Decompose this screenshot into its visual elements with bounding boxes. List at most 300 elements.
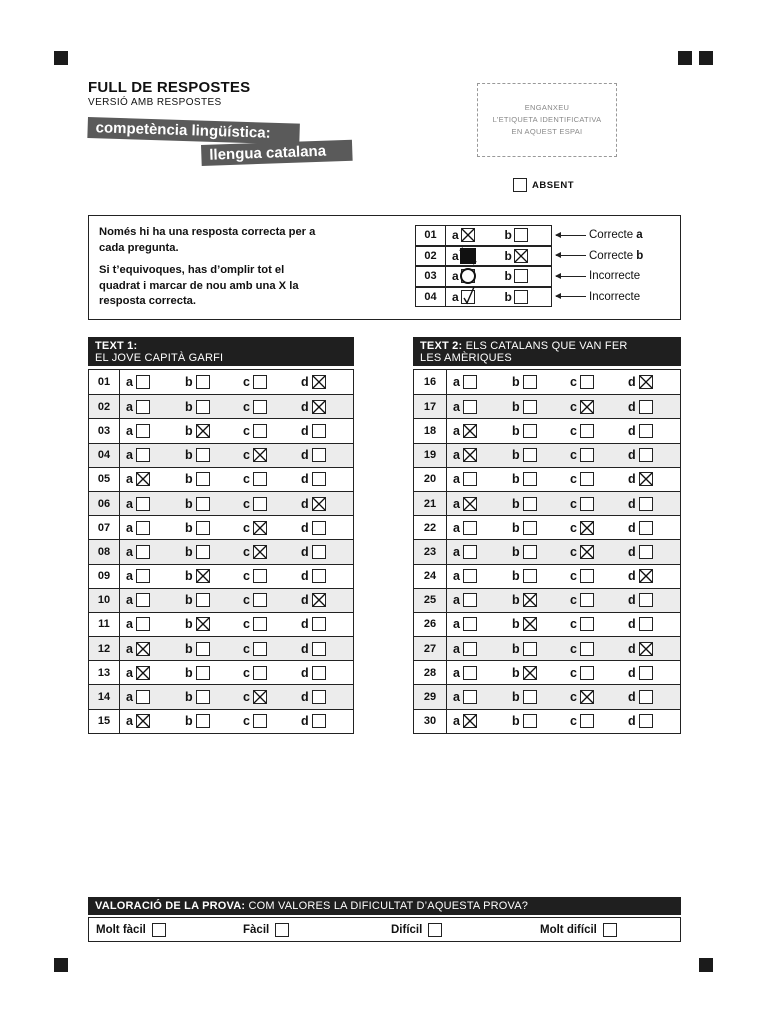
- question-options: [447, 370, 680, 394]
- answer-checkbox-a[interactable]: [463, 666, 477, 680]
- answer-checkbox-d[interactable]: [312, 497, 326, 511]
- answer-checkbox-c[interactable]: [580, 569, 594, 583]
- option-letter: d: [628, 714, 636, 729]
- answer-checkbox-c[interactable]: [580, 472, 594, 486]
- sticker-text-line2: L’ETIQUETA IDENTIFICATIVA: [492, 115, 602, 124]
- question-options: [120, 685, 353, 708]
- example-verdict-text: Incorrecte: [589, 270, 641, 283]
- option-letter: b: [185, 665, 193, 680]
- question-number: 13: [89, 661, 120, 684]
- option-letter: d: [301, 520, 309, 535]
- answer-checkbox-d[interactable]: [639, 617, 653, 631]
- option-a: [120, 593, 179, 607]
- answer-checkbox-d[interactable]: [312, 545, 326, 559]
- option-b: [506, 714, 564, 728]
- answer-checkbox-a[interactable]: [136, 497, 150, 511]
- question-options: [120, 637, 353, 660]
- option-b: [506, 690, 564, 704]
- answer-checkbox-c[interactable]: [580, 714, 594, 728]
- example-option-a: [446, 269, 499, 283]
- answer-checkbox-b[interactable]: [523, 714, 537, 728]
- answer-checkbox-d[interactable]: [312, 714, 326, 728]
- question-options: [447, 661, 680, 684]
- question-options: [447, 685, 680, 708]
- answer-checkbox-c[interactable]: [253, 472, 267, 486]
- answer-checkbox-c[interactable]: [580, 690, 594, 704]
- option-letter: a: [126, 665, 133, 680]
- answer-checkbox-c[interactable]: [580, 642, 594, 656]
- question-number: 10: [89, 589, 120, 612]
- answer-checkbox-a[interactable]: [136, 400, 150, 414]
- answer-checkbox-c[interactable]: [253, 569, 267, 583]
- example-number: 04: [415, 287, 446, 308]
- example-checkbox-b[interactable]: [514, 249, 528, 263]
- question-row: [414, 394, 680, 418]
- question-number: 03: [89, 419, 120, 442]
- option-letter: d: [301, 544, 309, 559]
- answer-checkbox-d[interactable]: [639, 690, 653, 704]
- absent-checkbox[interactable]: [513, 178, 527, 192]
- answer-checkbox-d[interactable]: [312, 424, 326, 438]
- option-c: [237, 593, 295, 607]
- answer-checkbox-b[interactable]: [196, 521, 210, 535]
- answer-checkbox-a[interactable]: [136, 690, 150, 704]
- answer-checkbox-a[interactable]: [463, 642, 477, 656]
- option-a: [447, 448, 506, 462]
- option-b: [179, 400, 237, 414]
- option-letter: a: [453, 544, 460, 559]
- question-number: 29: [414, 685, 447, 708]
- option-c: [564, 400, 622, 414]
- answer-checkbox-a[interactable]: [463, 472, 477, 486]
- x-mark-icon: [136, 714, 150, 728]
- option-d: [622, 448, 680, 462]
- answer-checkbox-b[interactable]: [523, 448, 537, 462]
- option-letter: a: [453, 714, 460, 729]
- question-number: 22: [414, 516, 447, 539]
- question-row: [414, 564, 680, 588]
- answer-checkbox-d[interactable]: [639, 448, 653, 462]
- option-d: [622, 424, 680, 438]
- option-letter: d: [628, 423, 636, 438]
- circle-mark-icon: [461, 269, 475, 283]
- option-letter: c: [243, 544, 250, 559]
- answer-checkbox-c[interactable]: [253, 448, 267, 462]
- x-mark-icon: [639, 569, 653, 583]
- option-b: [506, 569, 564, 583]
- option-letter: a: [453, 593, 460, 608]
- question-number: 20: [414, 468, 447, 491]
- option-a: [447, 400, 506, 414]
- answer-checkbox-c[interactable]: [580, 400, 594, 414]
- answer-checkbox-a[interactable]: [463, 497, 477, 511]
- answer-checkbox-d[interactable]: [639, 400, 653, 414]
- question-options: [120, 492, 353, 515]
- answer-checkbox-a[interactable]: [136, 617, 150, 631]
- option-letter: a: [126, 593, 133, 608]
- example-row: [415, 287, 643, 308]
- answer-checkbox-a[interactable]: [136, 521, 150, 535]
- answer-checkbox-a[interactable]: [136, 375, 150, 389]
- answer-checkbox-c[interactable]: [580, 521, 594, 535]
- answer-checkbox-b[interactable]: [196, 375, 210, 389]
- instructions-box: [88, 215, 681, 320]
- option-letter: b: [512, 617, 520, 632]
- answer-checkbox-b[interactable]: [523, 545, 537, 559]
- option-b: [179, 521, 237, 535]
- answer-checkbox-c[interactable]: [580, 545, 594, 559]
- answer-checkbox-b[interactable]: [196, 472, 210, 486]
- example-checkbox-b[interactable]: [514, 290, 528, 304]
- option-letter: a: [126, 423, 133, 438]
- answer-checkbox-b[interactable]: [196, 666, 210, 680]
- answer-checkbox-b[interactable]: [523, 497, 537, 511]
- question-row: [89, 394, 353, 418]
- answer-checkbox-b[interactable]: [196, 617, 210, 631]
- question-options: [447, 637, 680, 660]
- answer-checkbox-d[interactable]: [639, 545, 653, 559]
- answer-checkbox-d[interactable]: [639, 375, 653, 389]
- option-c: [564, 497, 622, 511]
- question-row: [89, 491, 353, 515]
- text1-heading: [88, 337, 354, 366]
- option-letter: a: [126, 569, 133, 584]
- example-checkbox-a[interactable]: [461, 228, 475, 242]
- example-checkbox-a[interactable]: [461, 249, 475, 263]
- answer-checkbox-b[interactable]: [523, 472, 537, 486]
- question-options: [120, 589, 353, 612]
- rating-checkbox[interactable]: [603, 923, 617, 937]
- option-letter: a: [126, 375, 133, 390]
- answer-checkbox-d[interactable]: [639, 714, 653, 728]
- option-d: [295, 714, 353, 728]
- answer-checkbox-b[interactable]: [196, 545, 210, 559]
- answer-checkbox-d[interactable]: [312, 569, 326, 583]
- answer-checkbox-d[interactable]: [639, 666, 653, 680]
- option-letter: d: [301, 690, 309, 705]
- answer-checkbox-b[interactable]: [196, 424, 210, 438]
- answer-checkbox-c[interactable]: [253, 375, 267, 389]
- x-mark-icon: [639, 375, 653, 389]
- rating-heading-label: VALORACIÓ DE LA PROVA:: [95, 900, 246, 912]
- answer-checkbox-c[interactable]: [253, 690, 267, 704]
- option-letter: c: [243, 496, 250, 511]
- option-letter: d: [628, 520, 636, 535]
- answer-checkbox-c[interactable]: [253, 642, 267, 656]
- answer-checkbox-a[interactable]: [136, 472, 150, 486]
- arrow-left-icon: [556, 255, 586, 256]
- answer-checkbox-d[interactable]: [639, 424, 653, 438]
- question-row: [414, 588, 680, 612]
- option-d: [622, 375, 680, 389]
- answer-checkbox-b[interactable]: [196, 593, 210, 607]
- question-row: [414, 636, 680, 660]
- question-row: [89, 418, 353, 442]
- answer-checkbox-d[interactable]: [639, 642, 653, 656]
- option-a: [120, 424, 179, 438]
- option-d: [622, 472, 680, 486]
- option-letter: c: [570, 375, 577, 390]
- rating-heading-question: COM VALORES LA DIFICULTAT D’AQUESTA PROVA?: [248, 900, 529, 912]
- option-a: [447, 666, 506, 680]
- option-c: [237, 472, 295, 486]
- question-number: 21: [414, 492, 447, 515]
- answer-checkbox-b[interactable]: [523, 400, 537, 414]
- answer-checkbox-c[interactable]: [580, 593, 594, 607]
- option-letter: a: [452, 248, 459, 263]
- answer-checkbox-d[interactable]: [312, 690, 326, 704]
- answer-checkbox-a[interactable]: [136, 569, 150, 583]
- answer-checkbox-d[interactable]: [639, 569, 653, 583]
- answer-checkbox-a[interactable]: [136, 593, 150, 607]
- option-c: [564, 521, 622, 535]
- answer-checkbox-a[interactable]: [463, 690, 477, 704]
- question-row: [89, 564, 353, 588]
- answer-checkbox-b[interactable]: [523, 569, 537, 583]
- x-mark-icon: [639, 642, 653, 656]
- answer-checkbox-b[interactable]: [523, 375, 537, 389]
- answer-checkbox-a[interactable]: [463, 448, 477, 462]
- rating-checkbox[interactable]: [428, 923, 442, 937]
- answer-checkbox-b[interactable]: [196, 448, 210, 462]
- question-row: [414, 660, 680, 684]
- rating-option: [96, 923, 166, 937]
- question-options: [120, 419, 353, 442]
- answer-checkbox-a[interactable]: [136, 545, 150, 559]
- answer-checkbox-c[interactable]: [580, 424, 594, 438]
- x-mark-icon: [312, 593, 326, 607]
- answer-checkbox-b[interactable]: [523, 690, 537, 704]
- x-mark-icon: [312, 375, 326, 389]
- answer-checkbox-a[interactable]: [136, 714, 150, 728]
- option-b: [506, 448, 564, 462]
- answer-checkbox-d[interactable]: [312, 448, 326, 462]
- option-b: [179, 714, 237, 728]
- answer-checkbox-b[interactable]: [196, 714, 210, 728]
- option-letter: d: [301, 641, 309, 656]
- option-letter: c: [243, 593, 250, 608]
- option-letter: a: [126, 544, 133, 559]
- answer-checkbox-d[interactable]: [639, 593, 653, 607]
- marking-examples: [415, 225, 643, 307]
- answer-checkbox-c[interactable]: [253, 424, 267, 438]
- answer-checkbox-c[interactable]: [253, 593, 267, 607]
- answer-checkbox-a[interactable]: [463, 400, 477, 414]
- answer-checkbox-a[interactable]: [463, 714, 477, 728]
- option-letter: d: [301, 593, 309, 608]
- x-mark-icon: [463, 497, 477, 511]
- question-number: 28: [414, 661, 447, 684]
- answer-checkbox-c[interactable]: [580, 666, 594, 680]
- answer-checkbox-c[interactable]: [580, 375, 594, 389]
- answer-checkbox-b[interactable]: [523, 617, 537, 631]
- example-checkbox-b[interactable]: [514, 228, 528, 242]
- option-letter: a: [126, 520, 133, 535]
- example-option-a: [446, 228, 499, 242]
- answer-checkbox-b[interactable]: [523, 642, 537, 656]
- text1-heading-title: EL JOVE CAPITÀ GARFI: [95, 352, 224, 364]
- answer-checkbox-b[interactable]: [196, 497, 210, 511]
- answer-checkbox-d[interactable]: [312, 521, 326, 535]
- option-letter: a: [126, 448, 133, 463]
- answer-checkbox-c[interactable]: [253, 497, 267, 511]
- answer-checkbox-c[interactable]: [253, 666, 267, 680]
- option-letter: c: [243, 665, 250, 680]
- option-b: [506, 617, 564, 631]
- answer-checkbox-d[interactable]: [312, 400, 326, 414]
- example-option-b: [499, 249, 552, 263]
- answer-checkbox-c[interactable]: [580, 617, 594, 631]
- question-number: 23: [414, 540, 447, 563]
- answer-checkbox-b[interactable]: [523, 593, 537, 607]
- option-b: [506, 497, 564, 511]
- question-number: 08: [89, 540, 120, 563]
- answer-checkbox-c[interactable]: [253, 714, 267, 728]
- question-options: [120, 661, 353, 684]
- option-letter: c: [243, 448, 250, 463]
- answer-checkbox-a[interactable]: [136, 666, 150, 680]
- answer-checkbox-d[interactable]: [639, 472, 653, 486]
- absent-field: [513, 178, 574, 192]
- answer-checkbox-c[interactable]: [253, 617, 267, 631]
- question-number: 04: [89, 444, 120, 467]
- option-d: [295, 593, 353, 607]
- answer-checkbox-d[interactable]: [312, 666, 326, 680]
- answer-checkbox-d[interactable]: [312, 375, 326, 389]
- option-c: [564, 690, 622, 704]
- option-b: [506, 400, 564, 414]
- option-d: [622, 617, 680, 631]
- text2-heading-title-1: ELS CATALANS QUE VAN FER: [465, 340, 628, 352]
- option-a: [120, 497, 179, 511]
- option-letter: b: [512, 472, 520, 487]
- question-number: 16: [414, 370, 447, 394]
- text2-heading: [413, 337, 681, 366]
- option-a: [120, 617, 179, 631]
- answer-checkbox-a[interactable]: [463, 569, 477, 583]
- answer-checkbox-c[interactable]: [253, 400, 267, 414]
- answer-checkbox-d[interactable]: [639, 521, 653, 535]
- rating-checkbox[interactable]: [275, 923, 289, 937]
- x-mark-icon: [312, 400, 326, 414]
- question-row: [89, 467, 353, 491]
- rating-option: [391, 923, 442, 937]
- question-number: 26: [414, 613, 447, 636]
- option-c: [237, 448, 295, 462]
- option-letter: b: [504, 289, 512, 304]
- example-row: [415, 246, 643, 267]
- example-row: [415, 266, 643, 287]
- answer-checkbox-c[interactable]: [580, 448, 594, 462]
- option-a: [120, 375, 179, 389]
- answer-checkbox-b[interactable]: [196, 690, 210, 704]
- answer-checkbox-b[interactable]: [523, 666, 537, 680]
- example-options: [446, 225, 552, 246]
- option-letter: b: [512, 496, 520, 511]
- example-checkbox-a[interactable]: [461, 269, 475, 283]
- option-letter: c: [243, 714, 250, 729]
- option-c: [237, 714, 295, 728]
- x-mark-icon: [196, 424, 210, 438]
- option-letter: a: [126, 641, 133, 656]
- answer-checkbox-b[interactable]: [523, 424, 537, 438]
- option-d: [622, 714, 680, 728]
- option-d: [295, 617, 353, 631]
- example-checkbox-b[interactable]: [514, 269, 528, 283]
- rating-heading: [88, 897, 681, 915]
- question-options: [447, 710, 680, 733]
- answer-checkbox-b[interactable]: [196, 400, 210, 414]
- example-verdict: [589, 229, 643, 241]
- option-letter: a: [126, 472, 133, 487]
- answer-checkbox-b[interactable]: [523, 521, 537, 535]
- answer-checkbox-a[interactable]: [463, 375, 477, 389]
- answer-checkbox-d[interactable]: [312, 472, 326, 486]
- option-c: [564, 617, 622, 631]
- answer-checkbox-a[interactable]: [463, 593, 477, 607]
- answer-checkbox-a[interactable]: [136, 448, 150, 462]
- x-mark-icon: [523, 593, 537, 607]
- answer-checkbox-d[interactable]: [639, 497, 653, 511]
- answer-checkbox-d[interactable]: [312, 617, 326, 631]
- option-b: [179, 545, 237, 559]
- option-d: [295, 424, 353, 438]
- option-letter: b: [512, 423, 520, 438]
- answer-checkbox-a[interactable]: [136, 424, 150, 438]
- question-number: 30: [414, 710, 447, 733]
- x-mark-icon: [253, 521, 267, 535]
- option-b: [506, 666, 564, 680]
- answer-checkbox-a[interactable]: [463, 617, 477, 631]
- option-letter: d: [628, 593, 636, 608]
- answer-checkbox-b[interactable]: [196, 569, 210, 583]
- option-letter: a: [453, 375, 460, 390]
- answer-checkbox-b[interactable]: [196, 642, 210, 656]
- question-options: [120, 613, 353, 636]
- option-b: [506, 545, 564, 559]
- option-letter: d: [301, 665, 309, 680]
- option-letter: a: [453, 496, 460, 511]
- answer-checkbox-d[interactable]: [312, 593, 326, 607]
- answer-checkbox-c[interactable]: [580, 497, 594, 511]
- question-row: [89, 684, 353, 708]
- rating-checkbox[interactable]: [152, 923, 166, 937]
- answer-checkbox-d[interactable]: [312, 642, 326, 656]
- option-letter: d: [628, 448, 636, 463]
- question-options: [120, 540, 353, 563]
- x-mark-icon: [253, 545, 267, 559]
- answer-checkbox-a[interactable]: [463, 545, 477, 559]
- question-number: 27: [414, 637, 447, 660]
- answer-checkbox-a[interactable]: [136, 642, 150, 656]
- answer-checkbox-c[interactable]: [253, 545, 267, 559]
- option-d: [295, 666, 353, 680]
- answer-checkbox-a[interactable]: [463, 521, 477, 535]
- option-letter: c: [243, 472, 250, 487]
- option-letter: c: [243, 641, 250, 656]
- example-option-b: [499, 269, 552, 283]
- answer-checkbox-c[interactable]: [253, 521, 267, 535]
- answer-checkbox-a[interactable]: [463, 424, 477, 438]
- option-letter: b: [504, 248, 512, 263]
- x-mark-icon: [136, 472, 150, 486]
- example-checkbox-a[interactable]: [461, 290, 475, 304]
- option-letter: a: [126, 399, 133, 414]
- option-d: [295, 569, 353, 583]
- x-mark-icon: [463, 448, 477, 462]
- question-options: [120, 710, 353, 733]
- option-letter: d: [301, 496, 309, 511]
